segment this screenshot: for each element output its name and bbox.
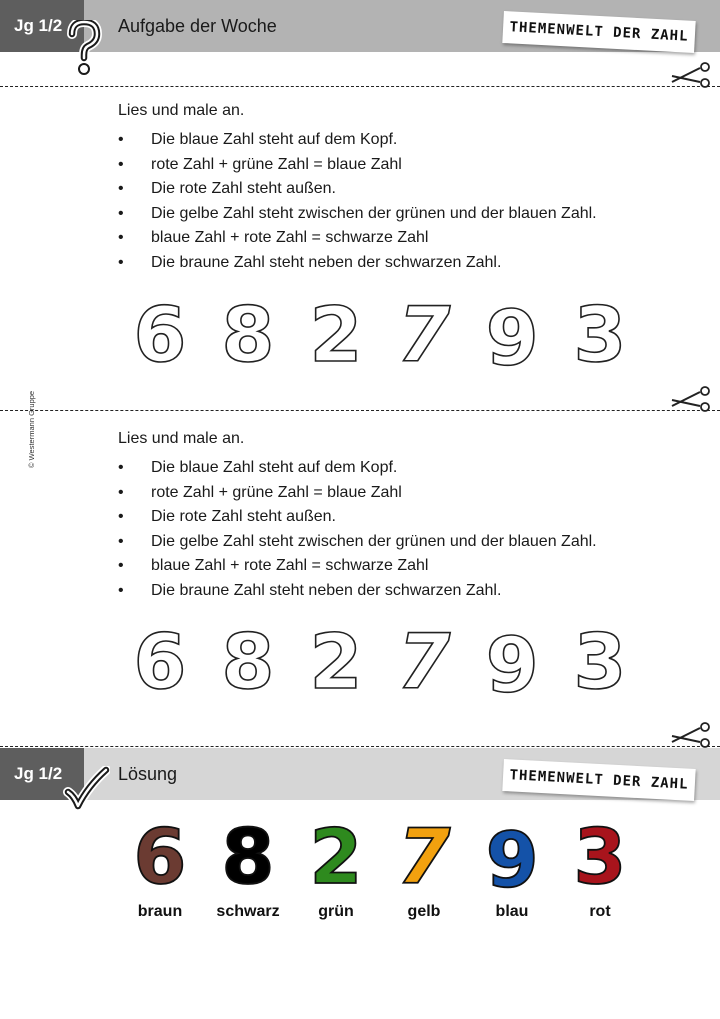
digit-solution-black: 8 (221, 812, 275, 901)
scissors-icon (668, 722, 712, 748)
grade-tab: Jg 1/2 (0, 748, 84, 800)
page-title: Aufgabe der Woche (118, 16, 277, 36)
digit-outline[interactable]: 2 (309, 290, 363, 379)
brand-label: THEMENWELT DER ZAHL (502, 759, 695, 801)
list-item: • Die rote Zahl steht außen. (118, 505, 597, 530)
color-label: blau (495, 903, 529, 920)
scissors-icon (668, 62, 712, 88)
digit-solution-yellow: 7 (397, 812, 451, 901)
digit-outline[interactable]: 7 (397, 290, 451, 379)
list-item: • blaue Zahl + rote Zahl = schwarze Zahl (118, 554, 597, 579)
solution-title: Lösung (118, 764, 178, 784)
digit-solution-blue: 6 (485, 813, 539, 902)
scissors-icon (668, 386, 712, 412)
color-label: rot (589, 903, 611, 920)
digit-outline[interactable]: 6 (133, 290, 187, 379)
list-item: • Die gelbe Zahl steht zwischen der grünen und der blauen Zahl. (118, 530, 597, 555)
header-bar (0, 0, 720, 52)
question-mark-icon (64, 20, 104, 76)
color-label: gelb (407, 903, 441, 920)
solution-digits (0, 812, 720, 902)
digit-outline[interactable]: 6 (485, 291, 539, 380)
digit-solution-green: 2 (309, 812, 363, 901)
task-instruction: Lies und male an. (118, 430, 245, 447)
list-item: • rote Zahl + grüne Zahl = blaue Zahl (118, 153, 597, 178)
digit-outline[interactable]: 7 (397, 617, 451, 706)
solution-header-bar (0, 748, 720, 800)
list-item: • blaue Zahl + rote Zahl = schwarze Zahl (118, 226, 597, 251)
list-item: • Die gelbe Zahl steht zwischen der grünen und der blauen Zahl. (118, 202, 597, 227)
digit-outline[interactable]: 6 (133, 617, 187, 706)
outline-digits (0, 290, 720, 380)
digit-outline[interactable]: 3 (573, 617, 627, 706)
digit-outline[interactable]: 8 (221, 290, 275, 379)
list-item: • Die rote Zahl steht außen. (118, 177, 597, 202)
cut-line (0, 746, 720, 747)
digit-solution-red: 3 (573, 812, 627, 901)
color-label: braun (137, 903, 183, 920)
rules-list (118, 456, 597, 603)
color-label: grün (318, 903, 354, 920)
grade-tab: Jg 1/2 (0, 0, 84, 52)
brand-label: THEMENWELT DER ZAHL (502, 11, 695, 53)
list-item: • Die braune Zahl steht neben der schwarzen Zahl. (118, 579, 597, 604)
cut-line (0, 86, 720, 87)
color-label: schwarz (216, 903, 280, 920)
digit-outline[interactable]: 2 (309, 617, 363, 706)
digit-solution-brown: 6 (133, 812, 187, 901)
digit-outline[interactable]: 3 (573, 290, 627, 379)
list-item: • Die blaue Zahl steht auf dem Kopf. (118, 128, 597, 153)
list-item: • Die braune Zahl steht neben der schwarzen Zahl. (118, 251, 597, 276)
copyright-notice: © Westermann Gruppe (27, 390, 36, 468)
rules-list (118, 128, 597, 275)
task-instruction: Lies und male an. (118, 102, 245, 119)
digit-outline[interactable]: 6 (485, 618, 539, 707)
digit-outline[interactable]: 8 (221, 617, 275, 706)
list-item: • rote Zahl + grüne Zahl = blaue Zahl (118, 481, 597, 506)
cut-line (0, 410, 720, 411)
checkmark-icon (62, 766, 110, 814)
list-item: • Die blaue Zahl steht auf dem Kopf. (118, 456, 597, 481)
outline-digits (0, 617, 720, 707)
